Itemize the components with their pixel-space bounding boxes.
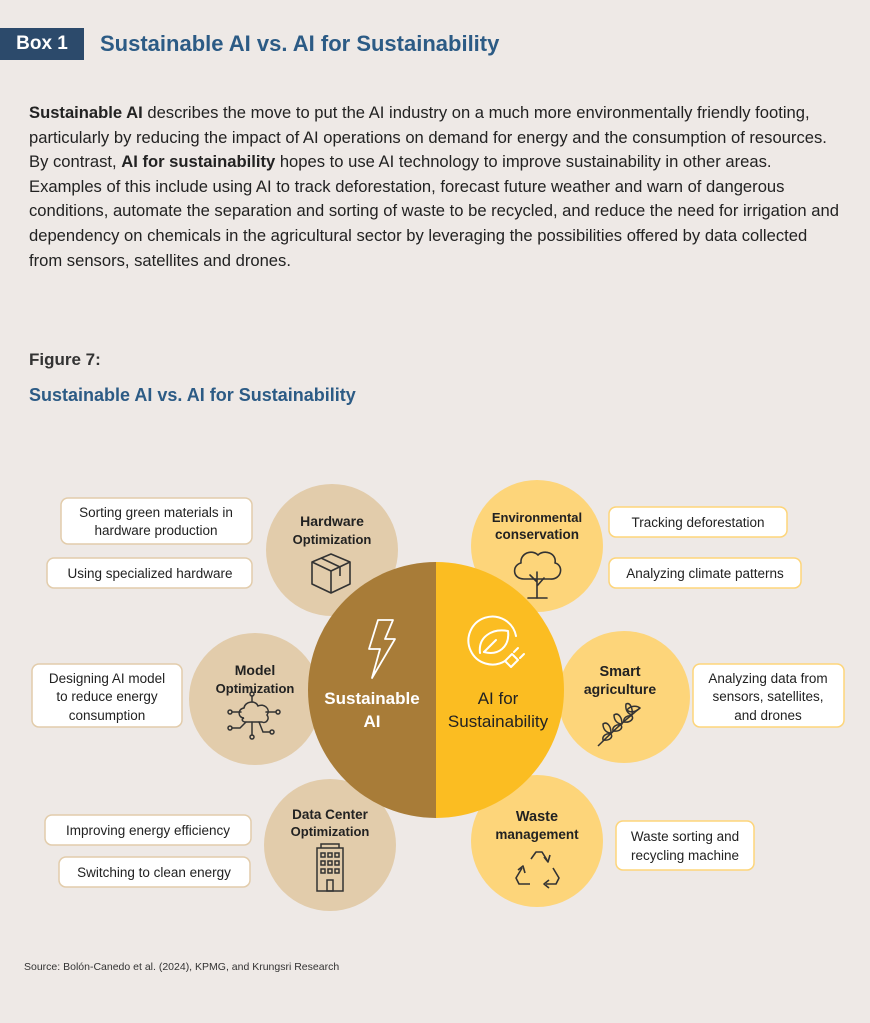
satellite-circle (558, 631, 690, 763)
satellite-title-line: Optimization (290, 824, 370, 839)
callout-tracking-deforestation (609, 507, 787, 537)
box-title: Sustainable AI vs. AI for Sustainability (100, 31, 500, 56)
satellite-title-line: agriculture (583, 681, 657, 697)
satellite-title-line: Data Center (292, 807, 368, 822)
satellite-title-line: Optimization (215, 681, 295, 696)
callout-text: to reduce energy (56, 689, 158, 704)
center-right-label: AI for (477, 689, 519, 708)
figure-label: Figure 7: (29, 350, 101, 369)
callout-analyzing-sensor-data (693, 664, 844, 727)
callout-text: consumption (68, 708, 146, 723)
intro-term-sustainable-ai: Sustainable AI (29, 103, 143, 122)
callout-text: Analyzing climate patterns (626, 566, 784, 581)
intro-term-ai-for-sustainability: AI for sustainability (121, 152, 276, 172)
satellite-model-optimization (189, 633, 321, 765)
source-note: Source: Bolón-Canedo et al. (2024), KPMG, and Krungsri Research (24, 961, 340, 973)
callout-text: hardware production (94, 523, 218, 538)
callout-sorting-green-materials (61, 498, 252, 544)
satellite-smart-agriculture (558, 631, 690, 763)
callout-specialized-hardware (47, 558, 252, 588)
callout-text: Designing AI model (48, 671, 166, 686)
callout-waste-sorting (616, 821, 754, 870)
callout-text: Analyzing data from (708, 671, 828, 686)
intro-text-2: hopes to use AI technology to improve sustainability in other areas. Examples of this include using AI to track deforestation, forecast future weather and warn of dangerous conditions, automate the separation and sorting of waste to be recycled, and reduce the need for irrigation and dependency on chemicals in the agricultural sector by leveraging the possibilities offered by data collected from sensors, satellites and drones. (29, 152, 839, 270)
center-circle (308, 562, 564, 818)
center-left-label: Sustainable (324, 689, 420, 708)
satellite-title-line: Smart (599, 664, 641, 680)
callout-climate-patterns (609, 558, 801, 588)
satellite-title-line: Model (234, 662, 276, 678)
callout-text: Improving energy efficiency (65, 823, 231, 838)
intro-text-1: describes the move to put the AI industry on a much more environmentally friendly footing, particularly by reducing the impact of AI operations on demand for energy and the consumption of resources. By contrast, (29, 103, 827, 172)
callout-text: Waste sorting and (630, 829, 740, 844)
box-label: Box 1 (0, 28, 84, 60)
satellite-circle (189, 633, 321, 765)
callout-text: Switching to clean energy (77, 865, 231, 880)
satellite-title-line: Optimization (292, 532, 372, 547)
callout-designing-ai-model (32, 664, 182, 727)
callout-text: sensors, satellites, (712, 689, 824, 704)
satellite-title-line: conservation (494, 527, 580, 542)
callout-clean-energy (59, 857, 250, 887)
callout-text: Using specialized hardware (67, 566, 233, 581)
callout-text: recycling machine (630, 848, 740, 863)
satellite-title-line: Environmental (491, 510, 583, 525)
callout-text: and drones (734, 708, 802, 723)
callout-text: Sorting green materials in (79, 505, 233, 520)
center-left-label: AI (363, 712, 381, 731)
satellite-title-line: Hardware (300, 513, 364, 529)
center-right-label: Sustainability (447, 712, 549, 731)
figure-title: Sustainable AI vs. AI for Sustainability (29, 385, 356, 405)
callout-energy-efficiency (45, 815, 251, 845)
callout-text: Tracking deforestation (631, 515, 765, 530)
satellite-title-line: Waste (515, 809, 559, 825)
satellite-title-line: management (495, 827, 579, 842)
